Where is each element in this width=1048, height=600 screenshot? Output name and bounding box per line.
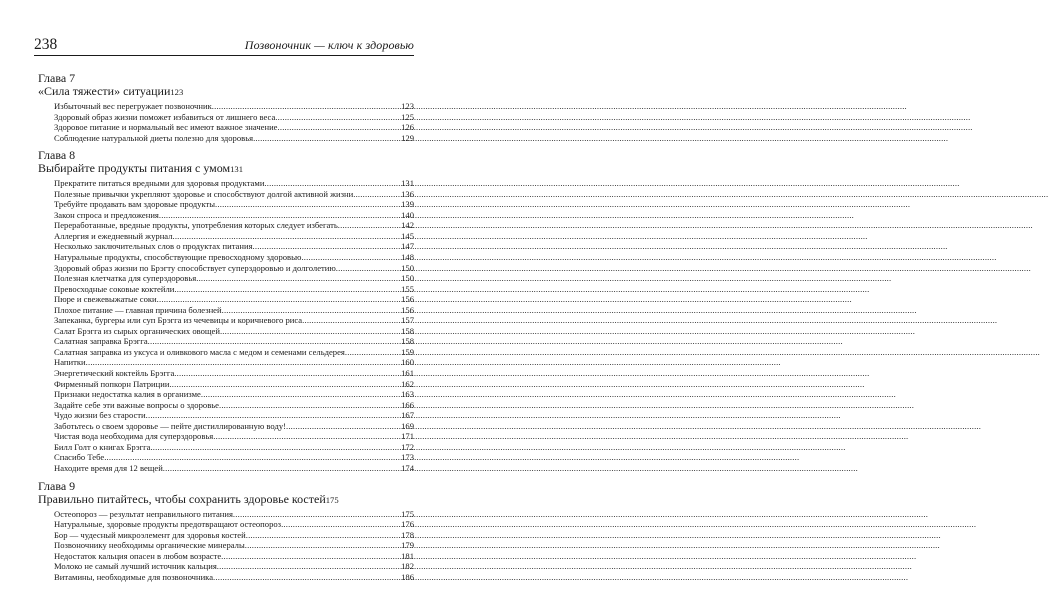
toc-entry[interactable] <box>38 463 414 474</box>
entry-page: 125 <box>401 111 414 122</box>
toc-entry[interactable] <box>38 551 414 562</box>
entry-list <box>38 509 414 583</box>
dot-leader <box>246 530 401 541</box>
chapter-title-row[interactable] <box>38 492 414 507</box>
dot-leader <box>286 421 401 432</box>
toc-entry[interactable] <box>38 133 414 144</box>
toc-entry[interactable] <box>38 509 414 520</box>
entry-page: 123 <box>401 101 414 111</box>
dot-leader <box>217 561 401 572</box>
entry-page: 139 <box>401 199 414 210</box>
entry-page: 150 <box>401 273 414 284</box>
dot-leader <box>302 315 401 326</box>
toc-entry[interactable] <box>38 273 414 284</box>
dot-leader <box>253 133 401 144</box>
table-of-contents <box>38 72 414 588</box>
entry-page: 157 <box>401 315 414 326</box>
entry-title: Превосходные соковые коктейли <box>54 283 175 294</box>
toc-entry[interactable] <box>38 220 414 231</box>
entry-title: Спасибо Тебе <box>54 452 105 463</box>
header-rule <box>34 55 414 56</box>
toc-entry[interactable] <box>38 421 414 432</box>
entry-list <box>38 178 414 473</box>
entry-title: Чудо жизни без старости <box>54 410 146 421</box>
entry-title: Напитки <box>54 357 86 368</box>
dot-leader <box>221 551 401 562</box>
dot-leader <box>150 442 401 453</box>
entry-page: 169 <box>401 420 414 431</box>
dot-leader <box>146 410 401 421</box>
entry-title: Бор — чудесный микроэлемент для здоровья костей <box>54 529 246 540</box>
toc-entry[interactable] <box>38 368 414 379</box>
dot-leader <box>201 389 401 400</box>
dot-leader <box>264 178 401 189</box>
toc-entry[interactable] <box>38 101 414 112</box>
toc-entry[interactable] <box>38 379 414 390</box>
entry-page: 140 <box>401 209 414 220</box>
chapter-block <box>38 149 414 473</box>
toc-entry[interactable] <box>38 252 414 263</box>
entry-page: 182 <box>401 561 414 572</box>
chapter-page: 175 <box>325 494 339 505</box>
entry-page: 155 <box>401 283 414 294</box>
entry-title: Плохое питание — главная причина болезней <box>54 304 222 315</box>
entry-title: Витамины, необходимые для позвоночника <box>54 571 214 582</box>
dot-leader <box>86 357 401 368</box>
dot-leader <box>281 519 401 530</box>
entry-page: 178 <box>401 529 414 540</box>
entry-title: Аллергия и ежедневный журнал <box>54 230 173 241</box>
entry-title: Запеканка, бургеры или суп Брэгга из чечевицы и коричневого риса <box>54 315 303 326</box>
entry-page: 174 <box>401 462 414 473</box>
entry-title: Полезные привычки укрепляют здоровье и способствуют долгой активной жизни <box>54 188 354 199</box>
dot-leader <box>174 368 401 379</box>
dot-leader <box>278 122 402 133</box>
chapter-title-row[interactable] <box>38 161 414 176</box>
toc-entry[interactable] <box>38 315 414 326</box>
dot-leader <box>220 326 401 337</box>
toc-entry[interactable] <box>38 263 414 274</box>
entry-title: Позвоночнику необходимы органические минералы <box>54 540 245 551</box>
entry-page: 172 <box>401 441 414 452</box>
toc-entry[interactable] <box>38 189 414 200</box>
entry-title: Заботьтесь о своем здоровье — пейте дистиллированную воду! <box>54 420 286 431</box>
entry-page: 160 <box>401 357 414 368</box>
entry-page: 163 <box>401 389 414 400</box>
entry-page: 156 <box>401 304 414 315</box>
dot-leader <box>253 241 402 252</box>
entry-page: 129 <box>401 132 414 143</box>
entry-title: Молоко не самый лучший источник кальция <box>54 561 217 572</box>
toc-entry[interactable] <box>38 540 414 551</box>
entry-list <box>38 101 414 143</box>
entry-title: Здоровое питание и нормальный вес имеют важное значение <box>54 122 278 133</box>
entry-page: 131 <box>401 178 414 189</box>
dot-leader <box>338 220 401 231</box>
dot-leader <box>196 273 401 284</box>
toc-entry[interactable] <box>38 122 414 133</box>
dot-leader <box>275 112 401 123</box>
entry-page: 158 <box>401 325 414 336</box>
entry-page: 156 <box>401 294 414 305</box>
entry-title: Фирменный попкорн Патриции <box>54 378 170 389</box>
entry-page: 150 <box>401 262 414 273</box>
entry-page: 181 <box>401 550 414 561</box>
entry-page: 186 <box>401 571 414 582</box>
dot-leader <box>353 189 401 200</box>
toc-entry[interactable] <box>38 199 414 210</box>
entry-page: 161 <box>401 368 414 379</box>
chapter-block <box>38 480 414 583</box>
chapter-title-row[interactable] <box>38 84 414 99</box>
entry-title: Соблюдение натуральной диеты полезно для здоровья <box>54 132 254 143</box>
dot-leader <box>245 540 401 551</box>
toc-entry[interactable] <box>38 326 414 337</box>
entry-title: Чистая вода необходима для суперздоровья <box>54 431 214 442</box>
page-header <box>34 36 414 56</box>
entry-title: Избыточный вес перегружает позвоночник <box>54 101 212 111</box>
toc-entry[interactable] <box>38 210 414 221</box>
entry-title: Закон спроса и предложения <box>54 209 159 220</box>
entry-page: 179 <box>401 540 414 551</box>
entry-title: Здоровый образ жизни по Брэгту способствует суперздоровью и долголетию <box>54 262 336 273</box>
entry-title: Полезная клетчатка для суперздоровья <box>54 273 197 284</box>
entry-page: 166 <box>401 399 414 410</box>
entry-page: 162 <box>401 378 414 389</box>
dot-leader <box>213 431 401 442</box>
entry-title: Признаки недостатка калия в организме <box>54 389 201 400</box>
dot-leader <box>213 572 401 583</box>
chapter-block <box>38 72 414 143</box>
toc-entry[interactable] <box>38 452 414 463</box>
entry-page: 126 <box>401 122 414 133</box>
dot-leader <box>215 199 401 210</box>
entry-title: Находите время для 12 вещей <box>54 462 163 473</box>
entry-title: Здоровый образ жизни поможет избавиться от лишнего веса <box>54 111 276 122</box>
entry-title: Билл Голт о книгах Брэгга <box>54 441 151 452</box>
entry-title: Требуйте продавать вам здоровые продукты <box>54 199 216 210</box>
dot-leader <box>172 231 401 242</box>
dot-leader <box>159 210 401 221</box>
page-number: 238 <box>34 36 58 53</box>
entry-page: 145 <box>401 230 414 241</box>
entry-page: 158 <box>401 336 414 347</box>
entry-title: Несколько заключительных слов о продуктах питания <box>54 241 253 252</box>
toc-entry[interactable] <box>38 178 414 189</box>
chapter-number: Глава 7 <box>38 71 76 85</box>
entry-title: Салатная заправка Брэгга <box>54 336 148 347</box>
entry-page: 175 <box>401 508 414 519</box>
chapter-title: Выбирайте продукты питания с умом <box>38 161 231 176</box>
entry-page: 136 <box>401 188 414 199</box>
toc-entry[interactable] <box>38 519 414 530</box>
entry-title: Натуральные продукты, способствующие превосходному здоровью <box>54 252 302 263</box>
chapter-number: Глава 8 <box>38 148 76 163</box>
dot-leader <box>233 509 401 520</box>
toc-entry[interactable] <box>38 431 414 442</box>
dot-leader <box>345 347 401 358</box>
entry-title: Прекратите питаться вредными для здоровья продуктами <box>54 178 265 189</box>
chapter-number: Глава 9 <box>38 478 76 493</box>
toc-entry[interactable] <box>38 284 414 295</box>
running-head: Позвоночник — ключ к здоровью <box>244 38 414 52</box>
entry-title: Недостаток кальция опасен в любом возрасте <box>54 550 222 561</box>
dot-leader <box>163 463 401 474</box>
toc-entry[interactable] <box>38 241 414 252</box>
entry-page: 159 <box>401 346 414 357</box>
toc-entry[interactable] <box>38 231 414 242</box>
dot-leader <box>301 252 401 263</box>
chapter-page: 131 <box>230 164 244 175</box>
entry-title: Задайте себе эти важные вопросы о здоровье <box>54 399 219 410</box>
chapter-title: «Сила тяжести» ситуации <box>38 84 171 98</box>
toc-entry[interactable] <box>38 561 414 572</box>
chapter-page: 123 <box>170 87 184 97</box>
entry-page: 148 <box>401 252 414 263</box>
dot-leader <box>219 400 401 411</box>
dot-leader <box>336 263 401 274</box>
toc-entry[interactable] <box>38 294 414 305</box>
toc-entry[interactable] <box>38 410 414 421</box>
chapter-title: Правильно питайтесь, чтобы сохранить здоровье костей <box>38 491 326 506</box>
dot-leader <box>212 101 401 112</box>
toc-entry[interactable] <box>38 112 414 123</box>
dot-leader <box>169 379 401 390</box>
entry-title: Пюре и свежевыжатые соки <box>54 294 157 305</box>
dot-leader <box>157 294 401 305</box>
entry-title: Энергетический коктейль Брэгга <box>54 368 175 379</box>
toc-entry[interactable] <box>38 530 414 541</box>
entry-title: Салатная заправка из уксуса и оливкового масла с медом и семенами сельдерея <box>54 346 345 357</box>
toc-entry[interactable] <box>38 305 414 316</box>
entry-title: Натуральные, здоровые продукты предотвращают остеопороз <box>54 519 282 530</box>
toc-entry[interactable] <box>38 357 414 368</box>
entry-title: Переработанные, вредные продукты, употребления которых следует избегать <box>54 220 338 231</box>
entry-page: 147 <box>401 241 414 252</box>
entry-page: 142 <box>401 220 414 231</box>
entry-page: 176 <box>401 519 414 530</box>
entry-page: 173 <box>401 452 414 463</box>
toc-entry[interactable] <box>38 336 414 347</box>
entry-page: 171 <box>401 431 414 442</box>
dot-leader <box>148 336 401 347</box>
book-page <box>0 0 450 600</box>
toc-entry[interactable] <box>38 442 414 453</box>
toc-entry[interactable] <box>38 400 414 411</box>
toc-entry[interactable] <box>38 389 414 400</box>
toc-entry[interactable] <box>38 572 414 583</box>
toc-entry[interactable] <box>38 347 414 358</box>
dot-leader <box>174 284 401 295</box>
entry-title: Остеопороз — результат неправильного питания <box>54 508 233 519</box>
dot-leader <box>104 452 401 463</box>
entry-title: Салат Брэгга из сырых органических овощей <box>54 325 220 336</box>
entry-page: 167 <box>401 410 414 421</box>
dot-leader <box>222 305 402 316</box>
